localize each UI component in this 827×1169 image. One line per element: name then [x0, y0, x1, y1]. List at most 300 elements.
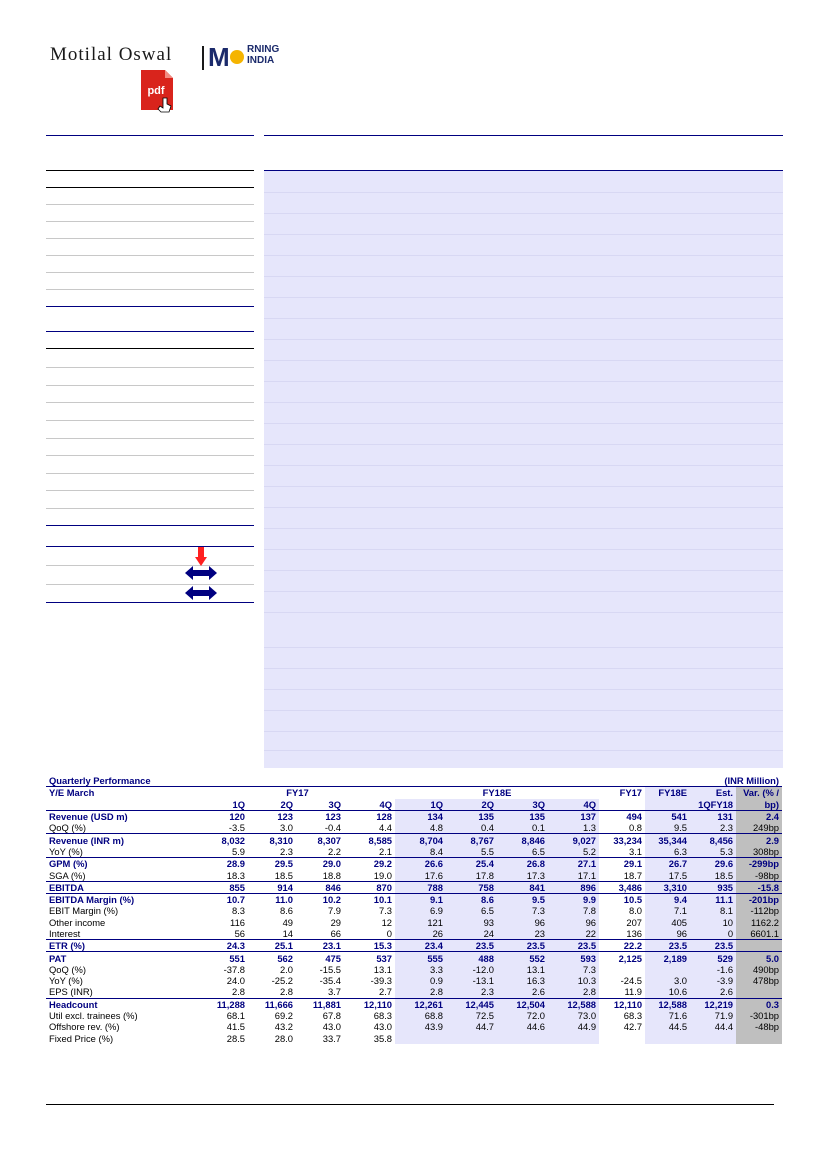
table-cell: 128	[344, 810, 395, 822]
table-cell: 3,486	[599, 881, 645, 893]
table-cell: 68.3	[623, 1010, 643, 1022]
table-cell: 0	[690, 928, 736, 940]
table-cell: 5.3	[690, 846, 736, 858]
sidebar-rule	[46, 584, 254, 585]
table-cell: 11,666	[248, 998, 296, 1010]
table-cell: 7.8	[548, 905, 599, 916]
table-cell: -24.5	[620, 975, 643, 987]
table-cell: 73.0	[548, 1010, 599, 1021]
table-cell: 12,261	[395, 998, 446, 1010]
table-cell: 96	[645, 928, 690, 940]
var-header: Var. (% /	[736, 787, 782, 799]
page-bottom-rule	[46, 1104, 774, 1105]
table-cell: 2.6	[690, 986, 736, 998]
sub-header-cell: 4Q	[379, 798, 392, 810]
table-cell: 19.0	[373, 869, 392, 881]
panel-row-line	[264, 486, 783, 487]
table-row	[46, 1010, 782, 1021]
table-cell: 9.4	[645, 893, 690, 905]
table-cell	[497, 1033, 548, 1044]
table-cell	[395, 1033, 446, 1044]
table-cell: 6.5	[497, 846, 548, 858]
table-cell: 13.1	[373, 963, 392, 975]
table-cell: 2.8	[395, 986, 446, 998]
table-cell	[736, 1033, 782, 1044]
sub-header-cell: 1Q	[395, 799, 446, 811]
table-cell	[645, 964, 690, 975]
fy17-header: FY17	[200, 787, 395, 799]
table-cell: 8.1	[690, 905, 736, 916]
table-cell: 35.8	[373, 1032, 392, 1044]
sub-header-blank	[46, 799, 200, 811]
table-cell: 136	[626, 928, 643, 939]
table-cell: 18.3	[226, 869, 245, 881]
table-cell: 2.7	[378, 986, 392, 998]
table-cell: 2.0	[279, 963, 293, 975]
table-cell: 23.5	[446, 940, 497, 952]
row-label: ETR (%)	[46, 940, 200, 952]
table-cell: 2,125	[599, 952, 645, 964]
row-label: Other income	[49, 916, 106, 928]
table-cell: 96	[497, 917, 548, 928]
table-cell: 10.6	[645, 986, 690, 998]
table-cell: 207	[626, 916, 643, 928]
sub-header-cell: bp)	[736, 799, 782, 811]
table-cell: -299bp	[736, 858, 782, 870]
table-cell: 9.5	[645, 822, 690, 834]
table-cell: 18.7	[623, 869, 643, 881]
table-cell: -0.4	[324, 822, 341, 834]
panel-row-line	[264, 612, 783, 613]
table-cell: 6.9	[395, 905, 446, 916]
sub-header-cell: 4Q	[548, 799, 599, 811]
table-cell: 0.1	[497, 822, 548, 834]
table-cell: 494	[599, 810, 645, 822]
panel-row-line	[264, 591, 783, 592]
table-cell: 870	[344, 881, 395, 893]
table-cell: 18.8	[322, 869, 341, 881]
panel-row-line	[264, 465, 783, 466]
sidebar-rule	[46, 187, 254, 188]
table-cell: 11.1	[690, 893, 736, 905]
table-cell: -15.5	[319, 963, 341, 975]
table-cell: 9.9	[548, 893, 599, 905]
table-cell: 12,504	[497, 998, 548, 1010]
sub-header-cell	[645, 799, 690, 811]
sidebar-rule	[46, 602, 254, 603]
table-cell: 914	[248, 881, 296, 893]
sidebar-rule	[46, 306, 254, 307]
panel-row-line	[264, 297, 783, 298]
table-cell: 2.3	[279, 845, 293, 857]
table-cell: 49	[282, 916, 293, 928]
table-cell: -201bp	[736, 893, 782, 905]
sub-header-cell: 2Q	[446, 799, 497, 811]
row-label: PAT	[46, 952, 200, 964]
fy18e-header: FY18E	[395, 787, 599, 799]
table-cell: 22.2	[599, 940, 645, 952]
table-cell: 41.5	[226, 1021, 245, 1033]
table-cell: 0.4	[446, 822, 497, 834]
table-cell	[599, 1033, 645, 1044]
table-cell: 9.1	[395, 893, 446, 905]
table-cell: 555	[395, 952, 446, 964]
table-cell: 18.5	[274, 869, 293, 881]
table-row	[46, 952, 782, 964]
table-cell: 935	[690, 881, 736, 893]
table-cell: 29.1	[599, 858, 645, 870]
table-cell: 18.5	[690, 869, 736, 881]
table-cell: -98bp	[736, 869, 782, 881]
sidebar-rule	[46, 204, 254, 205]
table-cell: 551	[200, 952, 248, 964]
table-row	[46, 858, 782, 870]
table-cell: 5.2	[548, 846, 599, 858]
table-cell: 6.5	[446, 905, 497, 916]
sub-header-cell: 2Q	[280, 798, 293, 810]
sub-header-cell	[599, 799, 645, 811]
table-cell: 1162.2	[736, 917, 782, 928]
sidebar-rule	[46, 272, 254, 273]
est-header: Est.	[690, 787, 736, 799]
sidebar-rule	[46, 255, 254, 256]
table-cell: 17.3	[497, 869, 548, 881]
sub-header-cell: 1QFY18	[690, 799, 736, 811]
sidebar-rule	[46, 420, 254, 421]
row-label: GPM (%)	[46, 858, 200, 870]
table-cell: 134	[395, 810, 446, 822]
panel-row-line	[264, 255, 783, 256]
table-cell: -25.2	[271, 975, 293, 987]
table-cell: 26	[395, 928, 446, 940]
table-cell: 490bp	[736, 964, 782, 975]
sidebar-rule	[46, 289, 254, 290]
table-cell: 23	[497, 928, 548, 940]
ye-march-label: Y/E March	[46, 787, 200, 799]
table-cell: 405	[645, 917, 690, 928]
table-cell: 308bp	[736, 846, 782, 858]
table-cell: 43.2	[274, 1021, 293, 1033]
table-row	[46, 917, 782, 928]
table-cell: 2.2	[327, 845, 341, 857]
sidebar-rule	[46, 385, 254, 386]
table-cell: 2.3	[446, 986, 497, 998]
table-unit: (INR Million)	[724, 775, 780, 787]
table-cell: 8.0	[628, 905, 643, 917]
table-cell: 2.8	[548, 986, 599, 998]
table-cell: -13.1	[446, 975, 497, 986]
table-cell: 72.5	[446, 1010, 497, 1021]
sidebar-rule	[46, 565, 254, 566]
panel-row-line	[264, 731, 783, 732]
table-cell: 7.9	[327, 905, 341, 917]
table-cell: 35,344	[645, 834, 690, 846]
quarterly-performance-table	[46, 775, 782, 1044]
sidebar-rule	[46, 490, 254, 491]
table-cell: 135	[446, 810, 497, 822]
table-cell: 9.5	[497, 893, 548, 905]
table-cell: 29.6	[690, 858, 736, 870]
table-cell: 10.3	[548, 975, 599, 986]
sub-header-cell: 1Q	[232, 798, 245, 810]
table-cell: 17.1	[548, 869, 599, 881]
table-cell: 529	[690, 952, 736, 964]
table-cell: 2.1	[378, 845, 392, 857]
table-cell: 12	[381, 916, 392, 928]
table-cell: 44.9	[548, 1021, 599, 1032]
table-cell: 71.9	[690, 1010, 736, 1021]
table-cell: 135	[497, 810, 548, 822]
table-cell: 2.8	[231, 986, 245, 998]
sidebar-rule	[46, 238, 254, 239]
row-label: EBITDA Margin (%)	[46, 893, 200, 905]
table-cell	[645, 1033, 690, 1044]
content-panel	[264, 171, 783, 768]
table-cell: 69.2	[274, 1010, 293, 1022]
logo-india: INDIA	[247, 55, 275, 66]
table-cell: 15.3	[344, 940, 395, 952]
sub-header-cell: 3Q	[497, 799, 548, 811]
table-cell: 841	[497, 881, 548, 893]
table-cell: 42.7	[623, 1021, 643, 1033]
table-cell: 8,846	[497, 834, 548, 846]
table-cell: 8,307	[296, 834, 344, 846]
morning-india-logo-text	[247, 44, 279, 66]
table-cell: 3,310	[645, 881, 690, 893]
table-cell: 26.8	[497, 858, 548, 870]
table-cell: 28.0	[274, 1032, 293, 1044]
table-cell: 44.4	[690, 1021, 736, 1032]
table-cell: 12,445	[446, 998, 497, 1010]
sidebar-rule	[46, 135, 254, 136]
row-label: QoQ (%)	[49, 822, 86, 834]
panel-row-line	[264, 192, 783, 193]
table-title-row	[46, 775, 782, 787]
table-cell: 896	[548, 881, 599, 893]
table-title: Quarterly Performance	[49, 775, 151, 787]
panel-row-line	[264, 528, 783, 529]
table-cell: 43.0	[373, 1021, 392, 1033]
panel-row-line	[264, 339, 783, 340]
table-cell: 28.5	[226, 1032, 245, 1044]
content-header-rule	[264, 170, 783, 171]
table-cell: 23.1	[296, 940, 344, 952]
table-cell: 56	[234, 928, 245, 939]
table-row	[46, 998, 782, 1010]
table-cell: 7.3	[548, 964, 599, 975]
row-label: QoQ (%)	[49, 963, 86, 975]
table-cell: 33,234	[599, 834, 645, 846]
table-cell: 16.3	[497, 975, 548, 986]
table-cell: 846	[296, 881, 344, 893]
table-cell: 788	[395, 881, 446, 893]
table-row	[46, 869, 782, 881]
table-cell: 2.6	[497, 986, 548, 998]
sidebar-rule	[46, 170, 254, 171]
table-cell: 2.8	[279, 986, 293, 998]
table-cell: 541	[645, 810, 690, 822]
table-cell	[599, 964, 645, 975]
row-label: EBITDA	[46, 881, 200, 893]
table-cell: 7.3	[378, 905, 392, 917]
table-cell: 23.5	[645, 940, 690, 952]
panel-row-line	[264, 689, 783, 690]
table-cell: 17.5	[645, 869, 690, 881]
table-cell: -12.0	[446, 964, 497, 975]
sub-header-cell: 3Q	[328, 798, 341, 810]
brand-logo-text: Motilal Oswal	[50, 44, 173, 65]
table-cell: 1.3	[548, 822, 599, 834]
row-label: Offshore rev. (%)	[49, 1021, 120, 1033]
panel-row-line	[264, 668, 783, 669]
table-cell: 23.5	[497, 940, 548, 952]
table-cell: 123	[248, 810, 296, 822]
table-cell	[548, 1033, 599, 1044]
panel-row-line	[264, 381, 783, 382]
table-cell: 593	[548, 952, 599, 964]
table-sub-header	[46, 799, 782, 811]
pdf-label: pdf	[147, 85, 165, 97]
table-cell: 96	[548, 917, 599, 928]
table-cell: 43.9	[395, 1021, 446, 1032]
table-cell: 26.7	[645, 858, 690, 870]
table-cell: 44.5	[645, 1021, 690, 1032]
table-cell: 8.6	[446, 893, 497, 905]
table-cell: 855	[200, 881, 248, 893]
row-label: Revenue (INR m)	[46, 834, 200, 846]
panel-row-line	[264, 234, 783, 235]
row-label: EPS (INR)	[49, 986, 93, 998]
table-cell: 17.6	[395, 869, 446, 881]
table-cell: -48bp	[736, 1021, 782, 1032]
table-cell: 5.5	[446, 846, 497, 858]
panel-row-line	[264, 360, 783, 361]
table-cell: 0.9	[395, 975, 446, 986]
table-cell: 8,032	[200, 834, 248, 846]
table-cell: 123	[296, 810, 344, 822]
table-cell: 44.6	[497, 1021, 548, 1032]
table-cell: 4.4	[378, 822, 392, 834]
table-cell: 8,704	[395, 834, 446, 846]
table-cell: 120	[200, 810, 248, 822]
table-cell: 33.7	[322, 1032, 341, 1044]
table-cell: 478bp	[736, 975, 782, 986]
table-group-header	[46, 787, 782, 799]
table-cell: 10.1	[344, 893, 395, 905]
sidebar-rule	[46, 508, 254, 509]
row-label: YoY (%)	[49, 845, 83, 857]
panel-row-line	[264, 213, 783, 214]
table-cell: 24	[446, 928, 497, 940]
table-cell: -3.9	[690, 975, 736, 986]
table-row	[46, 1033, 782, 1044]
table-cell: -112bp	[736, 905, 782, 916]
table-cell: 93	[446, 917, 497, 928]
table-cell: 0.8	[628, 822, 643, 834]
table-row	[46, 881, 782, 893]
table-cell: 488	[446, 952, 497, 964]
table-cell: 12,588	[548, 998, 599, 1010]
table-cell: 14	[282, 928, 293, 939]
pdf-download-icon[interactable]	[139, 70, 175, 114]
panel-row-line	[264, 276, 783, 277]
sidebar-rule	[46, 455, 254, 456]
sun-icon	[230, 50, 244, 64]
row-label: Fixed Price (%)	[49, 1032, 114, 1044]
table-cell: 10	[690, 917, 736, 928]
sidebar-rule	[46, 525, 254, 526]
table-cell: -37.8	[223, 963, 245, 975]
table-cell	[736, 986, 782, 998]
panel-row-line	[264, 710, 783, 711]
table-cell: -39.3	[370, 975, 392, 987]
table-cell: 475	[296, 952, 344, 964]
table-cell: 24.0	[226, 975, 245, 987]
table-cell: 13.1	[497, 964, 548, 975]
sidebar-rule	[46, 348, 254, 349]
table-cell: 11.0	[248, 893, 296, 905]
table-cell: 12,219	[690, 998, 736, 1010]
table-cell: 2.4	[736, 810, 782, 822]
table-cell: 24.3	[200, 940, 248, 952]
table-row	[46, 846, 782, 858]
table-row	[46, 986, 782, 998]
table-cell: 28.9	[200, 858, 248, 870]
table-cell: 43.0	[322, 1021, 341, 1033]
table-cell: 22	[548, 928, 599, 940]
table-cell	[736, 940, 782, 952]
sidebar-rule	[46, 367, 254, 368]
table-cell: 26.6	[395, 858, 446, 870]
table-cell: 44.7	[446, 1021, 497, 1032]
table-cell: 249bp	[736, 822, 782, 834]
rating-downgrade-arrow-icon	[195, 547, 207, 567]
table-cell: 27.1	[548, 858, 599, 870]
sidebar-rule	[46, 438, 254, 439]
table-cell: 8,310	[248, 834, 296, 846]
table-cell: 2.9	[736, 834, 782, 846]
table-row	[46, 928, 782, 940]
panel-row-line	[264, 318, 783, 319]
table-cell: -1.6	[690, 964, 736, 975]
panel-row-line	[264, 647, 783, 648]
table-cell: 12,110	[344, 998, 395, 1010]
table-cell: 0	[386, 928, 392, 939]
row-label: EBIT Margin (%)	[49, 905, 119, 917]
table-cell: 68.8	[395, 1010, 446, 1021]
table-cell: 29.5	[248, 858, 296, 870]
table-cell: 9,027	[548, 834, 599, 846]
table-cell: 25.4	[446, 858, 497, 870]
table-row	[46, 893, 782, 905]
table-row	[46, 834, 782, 846]
table-cell: 25.1	[248, 940, 296, 952]
panel-row-line	[264, 549, 783, 550]
table-cell: -35.4	[319, 975, 341, 987]
sidebar-rule	[46, 402, 254, 403]
table-cell: 131	[690, 810, 736, 822]
table-cell: 2.3	[690, 822, 736, 834]
table-cell: 23.4	[395, 940, 446, 952]
table-cell: 3.0	[279, 822, 293, 834]
table-cell: 137	[548, 810, 599, 822]
table-cell: 116	[230, 916, 245, 928]
table-cell: 7.3	[497, 905, 548, 916]
table-cell: 8.4	[395, 846, 446, 858]
table-cell: 11.9	[624, 986, 643, 998]
table-cell: 7.1	[645, 905, 690, 916]
table-cell: 23.5	[690, 940, 736, 952]
